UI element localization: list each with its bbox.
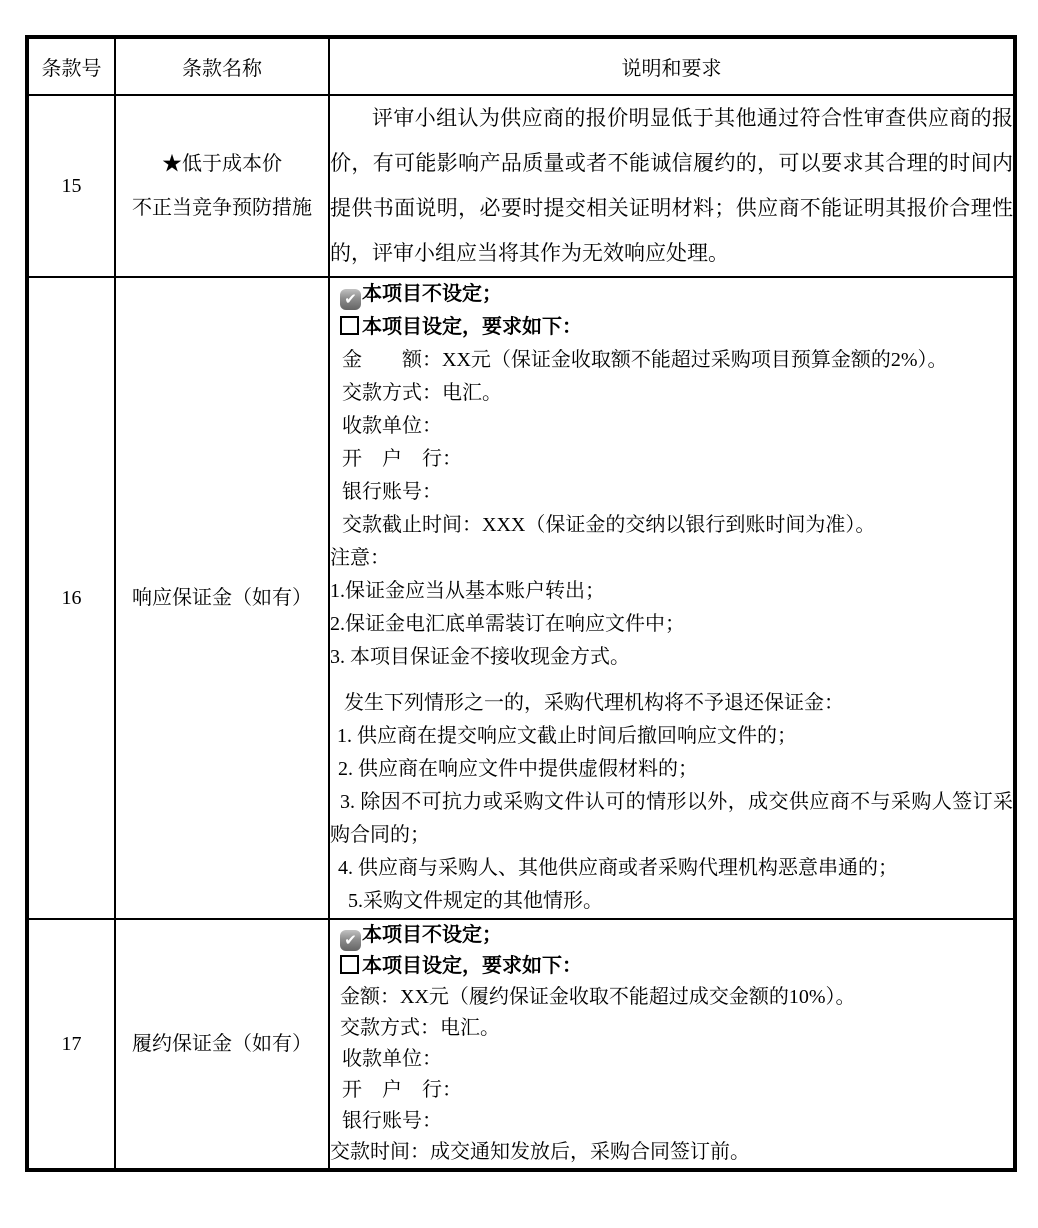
clause-name	[115, 277, 329, 919]
clause-name-line: 不正当竞争预防措施	[132, 197, 312, 219]
checked-checkbox-icon: ✔	[340, 289, 361, 310]
description-line	[330, 982, 1013, 1013]
description-text: 3. 除因不可抗力或采购文件认可的情形以外，成交供应商不与采购人签订采购合同的；	[330, 791, 1013, 846]
description-text: 交款方式：电汇。	[342, 382, 502, 404]
header-row	[27, 37, 1015, 95]
description-line	[330, 509, 1013, 542]
description-line	[330, 641, 1013, 674]
description-text: 本项目不设定；	[362, 924, 502, 946]
header-clause-number: 条款号	[27, 37, 115, 95]
description-text: 5.采购文件规定的其他情形。	[348, 890, 603, 912]
table-body	[27, 95, 1015, 1170]
description-line	[330, 1106, 1013, 1137]
description-text: 注意：	[330, 547, 390, 569]
description-line	[330, 885, 1013, 918]
description-text: 2. 供应商在响应文件中提供虚假材料的；	[338, 758, 698, 780]
description-line	[330, 96, 1013, 276]
description-line	[330, 951, 1013, 982]
clause-description	[329, 95, 1015, 277]
description-text: 交款方式：电汇。	[340, 1017, 500, 1039]
clause-row-16	[27, 277, 1015, 919]
description-line	[330, 542, 1013, 575]
description-line	[330, 344, 1013, 377]
description-text: 1.保证金应当从基本账户转出；	[330, 580, 605, 602]
description-text: 开 户 行：	[342, 448, 462, 470]
clause-name	[115, 95, 329, 277]
description-line	[330, 278, 1013, 311]
clause-name-line: 响应保证金（如有）	[132, 587, 312, 609]
description-text: 银行账号：	[342, 1110, 442, 1132]
description-line	[330, 687, 1013, 720]
description-line	[330, 1044, 1013, 1075]
description-line	[330, 608, 1013, 641]
description-text: 本项目设定，要求如下：	[362, 955, 582, 977]
description-line	[330, 852, 1013, 885]
description-text: 收款单位：	[342, 1048, 442, 1070]
clause-row-15	[27, 95, 1015, 277]
clause-description	[329, 277, 1015, 919]
description-line	[330, 720, 1013, 753]
description-text: 3. 本项目保证金不接收现金方式。	[330, 646, 630, 668]
description-line	[330, 311, 1013, 344]
description-text: 2.保证金电汇底单需装订在响应文件中；	[330, 613, 685, 635]
description-text: 交款截止时间：XXX（保证金的交纳以银行到账时间为准）。	[342, 514, 876, 536]
description-text: 4. 供应商与采购人、其他供应商或者采购代理机构恶意串通的；	[338, 857, 898, 879]
clause-number: 15	[27, 95, 115, 277]
description-line	[330, 443, 1013, 476]
description-line	[330, 1075, 1013, 1106]
clause-name-line: ★低于成本价	[162, 153, 282, 175]
clause-description	[329, 919, 1015, 1170]
description-text: 本项目不设定；	[362, 283, 502, 305]
clauses-table	[25, 35, 1017, 1172]
checked-checkbox-icon: ✔	[340, 930, 361, 951]
description-line	[330, 1137, 1013, 1168]
clause-name-line: 履约保证金（如有）	[132, 1033, 312, 1055]
clause-number: 16	[27, 277, 115, 919]
description-line	[330, 575, 1013, 608]
description-text: 发生下列情形之一的，采购代理机构将不予退还保证金：	[344, 692, 844, 714]
description-text: 金 额：XX元（保证金收取额不能超过采购项目预算金额的2%）。	[342, 349, 948, 371]
description-text: 1. 供应商在提交响应文截止时间后撤回响应文件的；	[337, 725, 797, 747]
description-text: 本项目设定，要求如下：	[362, 316, 582, 338]
unchecked-checkbox-icon	[340, 316, 359, 335]
clause-number: 17	[27, 919, 115, 1170]
description-line	[330, 920, 1013, 951]
description-text: 交款时间：成交通知发放后，采购合同签订前。	[330, 1141, 750, 1163]
description-line	[330, 476, 1013, 509]
clause-name	[115, 919, 329, 1170]
description-line	[330, 786, 1013, 852]
header-clause-name: 条款名称	[115, 37, 329, 95]
description-line	[330, 410, 1013, 443]
description-text: 开 户 行：	[342, 1079, 462, 1101]
description-text: 银行账号：	[342, 481, 442, 503]
header-description: 说明和要求	[329, 37, 1015, 95]
description-text: 收款单位：	[342, 415, 442, 437]
description-line	[330, 1013, 1013, 1044]
description-line	[330, 753, 1013, 786]
blank-line	[330, 674, 1013, 687]
clause-row-17	[27, 919, 1015, 1170]
unchecked-checkbox-icon	[340, 955, 359, 974]
description-line	[330, 377, 1013, 410]
description-text: 评审小组认为供应商的报价明显低于其他通过符合性审查供应商的报价，有可能影响产品质量或者不能诚信履约的，可以要求其合理的时间内提供书面说明，必要时提交相关证明材料；供应商不能证明其报价合理性的，评审小组应当将其作为无效响应处理。	[330, 106, 1013, 265]
description-text: 金额：XX元（履约保证金收取不能超过成交金额的10%）。	[340, 986, 856, 1008]
